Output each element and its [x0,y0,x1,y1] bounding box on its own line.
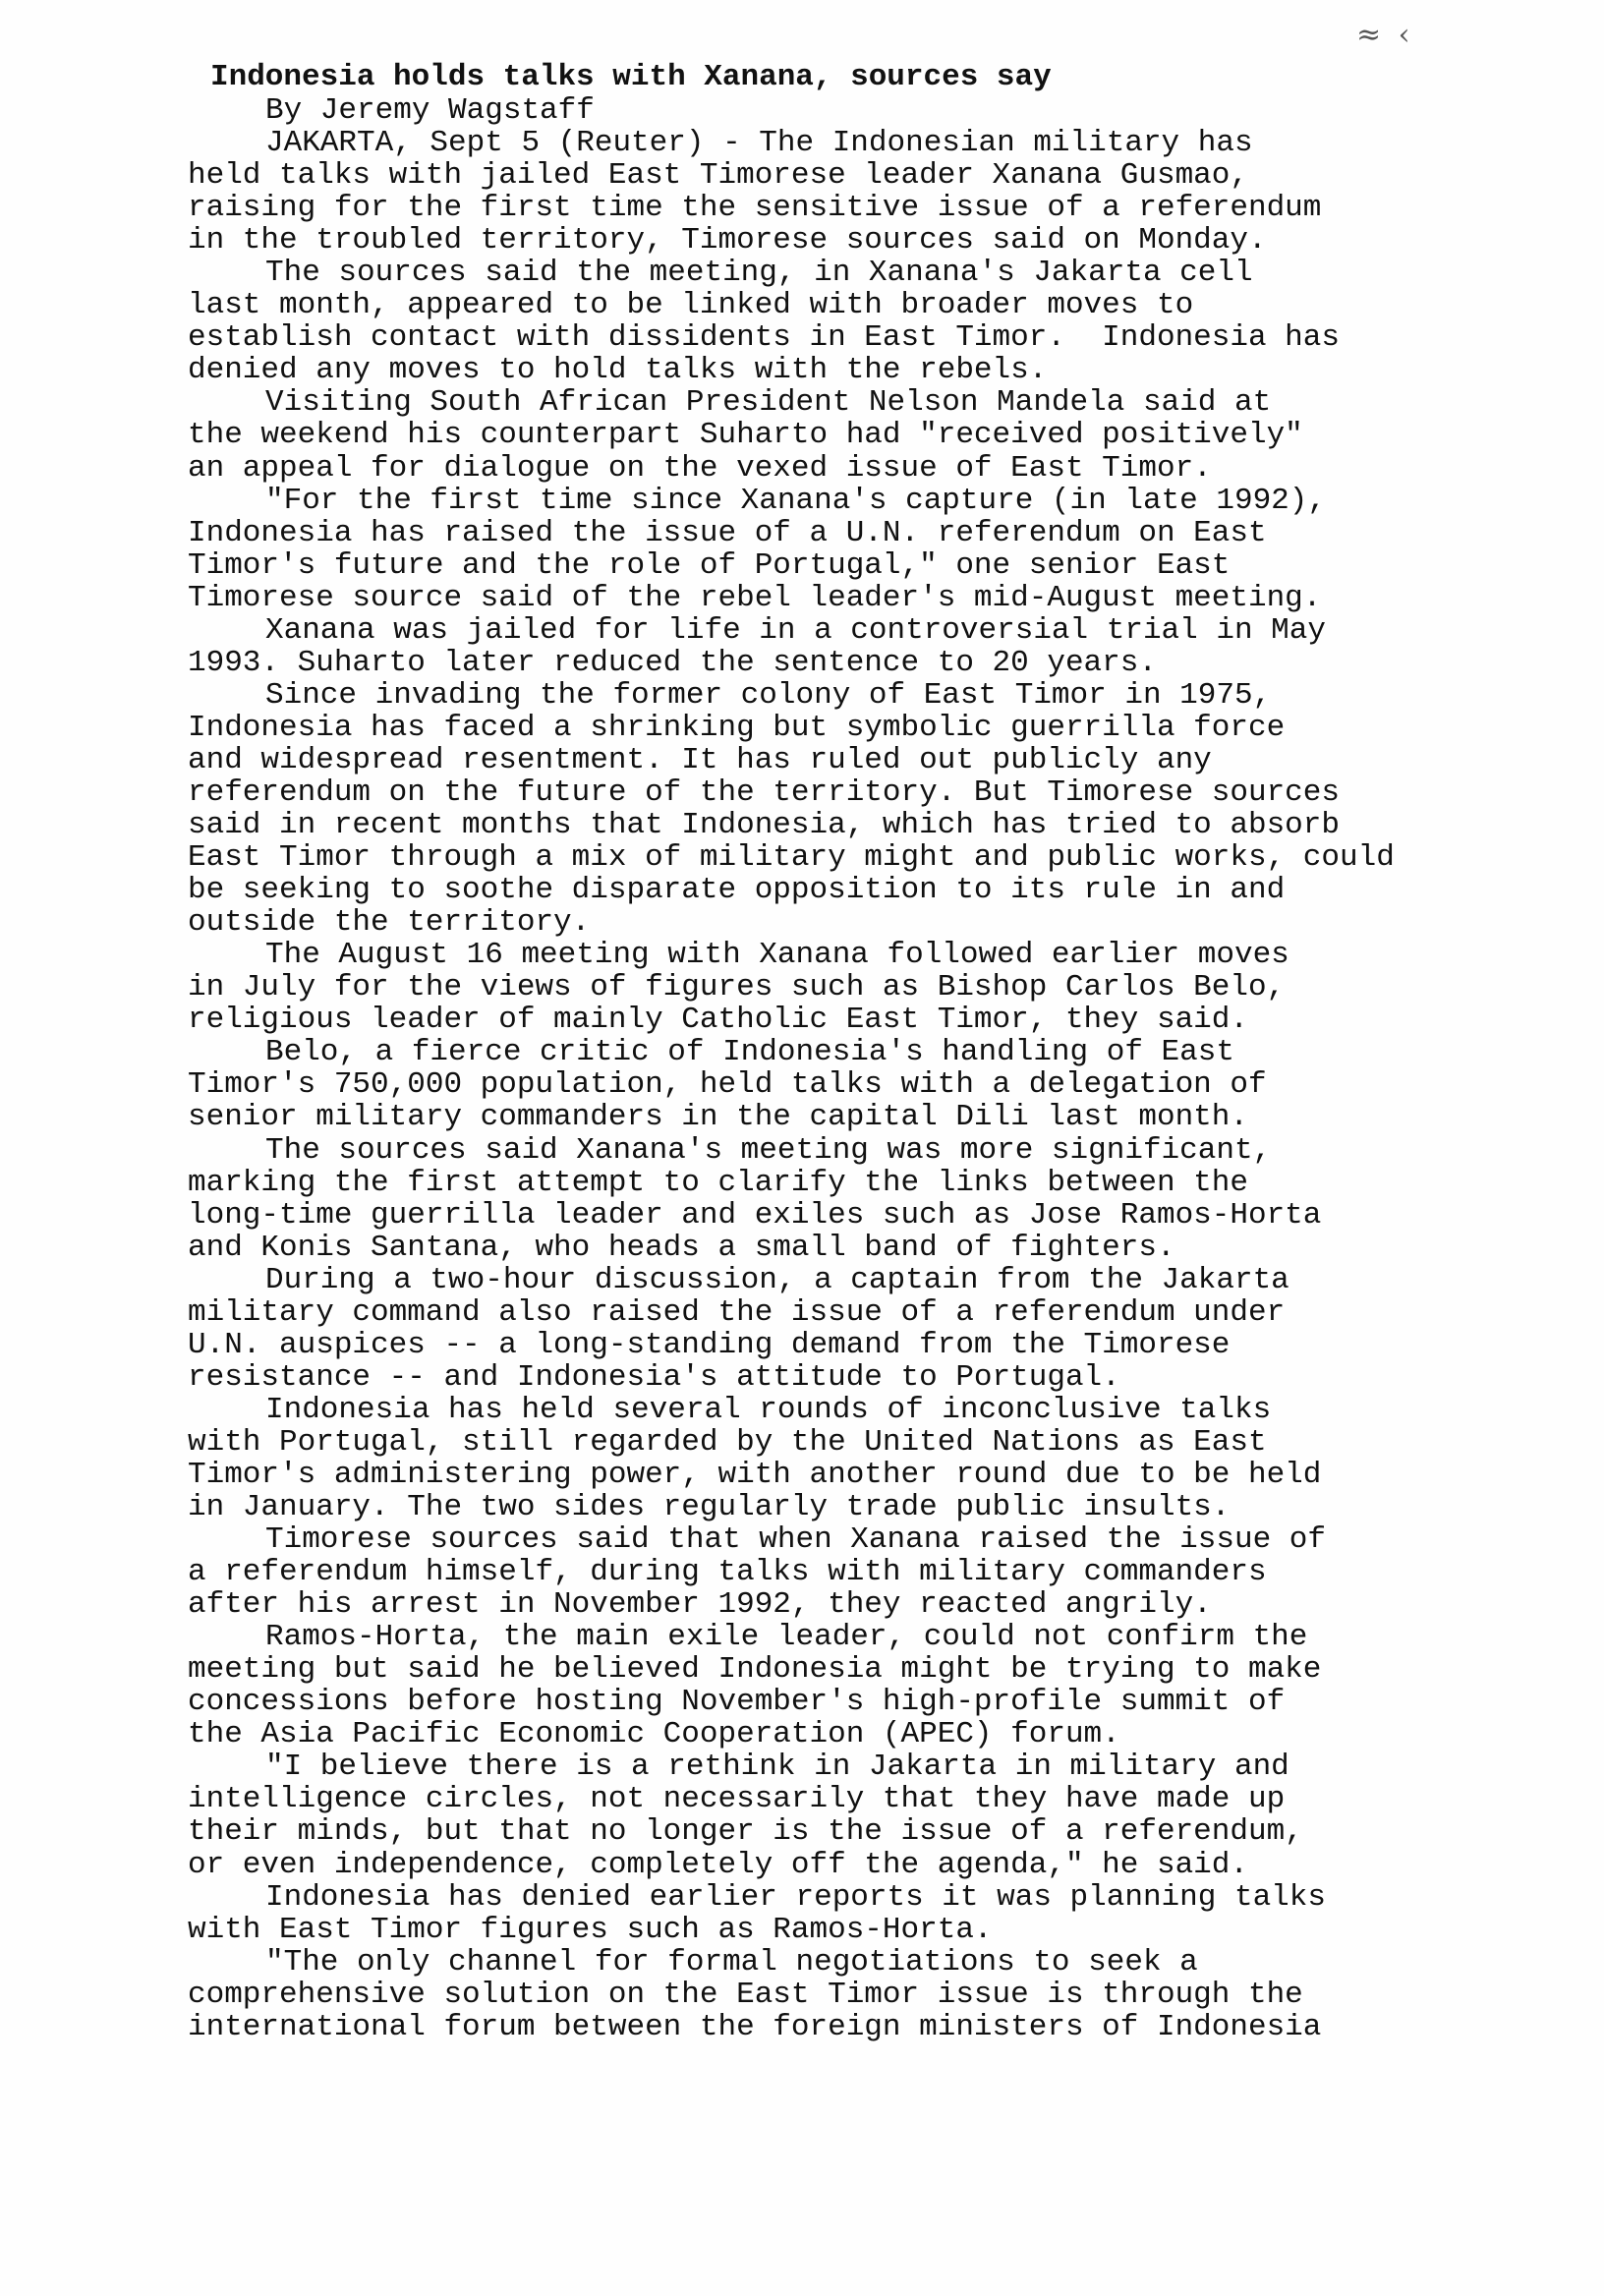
article-line: raising for the first time the sensitive issue of a referendum [188,191,1322,226]
article-line: 1993. Suharto later reduced the sentence to 20 years. [188,645,1157,680]
article-line: The sources said the meeting, in Xanana's Jakarta cell [265,256,1253,291]
article-line: Timor's administering power, with another round due to be held [188,1457,1322,1492]
article-line: Timorese sources said that when Xanana raised the issue of [265,1522,1326,1558]
article-line: Xanana was jailed for life in a controversial trial in May [265,612,1326,648]
article-line: the weekend his counterpart Suharto had "received positively" [188,418,1303,453]
article-line: meeting but said he believed Indonesia might be trying to make [188,1652,1322,1688]
article-line: Visiting South African President Nelson Mandela said at [265,385,1272,421]
article-line: the Asia Pacific Economic Cooperation (APEC) forum. [188,1717,1120,1752]
article-line: "I believe there is a rethink in Jakarta in military and [265,1750,1289,1785]
article-line: be seeking to soothe disparate opposition to its rule in and [188,873,1286,908]
article-line: Indonesia has faced a shrinking but symbolic guerrilla force [188,710,1286,745]
article-line: Indonesia has held several rounds of inconclusive talks [265,1392,1272,1427]
article-line: East Timor through a mix of military might and public works, could [188,840,1395,876]
article-line: an appeal for dialogue on the vexed issue of East Timor. [188,450,1212,486]
article-line: Timor's future and the role of Portugal," one senior East [188,547,1231,583]
article-line: and Konis Santana, who heads a small band of fighters. [188,1230,1175,1265]
article-line: concessions before hosting November's high-profile summit of [188,1685,1286,1720]
article-line: in January. The two sides regularly trade public insults. [188,1490,1231,1525]
article-line: with Portugal, still regarded by the United Nations as East [188,1424,1267,1460]
article-line: last month, appeared to be linked with broader moves to [188,288,1194,323]
article-line: their minds, but that no longer is the issue of a referendum, [188,1814,1303,1850]
article-line: in July for the views of figures such as Bishop Carlos Belo, [188,970,1286,1005]
article-line: marking the first attempt to clarify the links between the [188,1165,1248,1200]
handwritten-mark: ≈ ‹ [1356,18,1414,52]
article-line: Indonesia has denied earlier reports it was planning talks [265,1879,1326,1915]
article-line: Belo, a fierce critic of Indonesia's handling of East [265,1035,1234,1070]
article-line: U.N. auspices -- a long-standing demand from the Timorese [188,1327,1231,1362]
article-line: Ramos-Horta, the main exile leader, could not confirm the [265,1620,1308,1655]
byline: By Jeremy Wagstaff [265,93,595,128]
article-line: held talks with jailed East Timorese leader Xanana Gusmao, [188,158,1248,194]
article-line: Timorese source said of the rebel leader's mid-August meeting. [188,580,1322,615]
article-line: JAKARTA, Sept 5 (Reuter) - The Indonesian military has [265,126,1253,161]
article-line: The August 16 meeting with Xanana followed earlier moves [265,938,1289,973]
article-line: in the troubled territory, Timorese sources said on Monday. [188,223,1267,258]
article-line: and widespread resentment. It has ruled out publicly any [188,742,1212,777]
article-line: Since invading the former colony of East Timor in 1975, [265,677,1272,713]
article-line: establish contact with dissidents in East Timor. Indonesia has [188,320,1340,356]
article-line: international forum between the foreign ministers of Indonesia [188,2009,1322,2044]
article-line: intelligence circles, not necessarily that they have made up [188,1782,1286,1817]
article-line: resistance -- and Indonesia's attitude to Portugal. [188,1359,1120,1395]
article-line: denied any moves to hold talks with the rebels. [188,353,1048,388]
article-line: or even independence, completely off the agenda," he said. [188,1847,1248,1882]
article-body [188,94,1395,2043]
article-line: referendum on the future of the territory. But Timorese sources [188,775,1340,810]
article-line: said in recent months that Indonesia, which has tried to absorb [188,808,1340,843]
article-line: The sources said Xanana's meeting was more significant, [265,1132,1272,1168]
article-line: Indonesia has raised the issue of a U.N. referendum on East [188,515,1267,550]
article-line: religious leader of mainly Catholic East Timor, they said. [188,1003,1248,1038]
article-line: comprehensive solution on the East Timor issue is through the [188,1977,1303,2012]
article-line: "The only channel for formal negotiations to seek a [265,1944,1198,1980]
article-line: after his arrest in November 1992, they reacted angrily. [188,1587,1212,1623]
article-headline: Indonesia holds talks with Xanana, sources say [210,60,1052,94]
article-line: with East Timor figures such as Ramos-Horta. [188,1912,993,1947]
article-line: senior military commanders in the capital Dili last month. [188,1100,1248,1135]
article-line: military command also raised the issue of a referendum under [188,1294,1286,1330]
article-line: Timor's 750,000 population, held talks with a delegation of [188,1067,1267,1103]
article-line: "For the first time since Xanana's capture (in late 1992), [265,483,1326,518]
article-line: During a two-hour discussion, a captain from the Jakarta [265,1262,1289,1297]
article-line: long-time guerrilla leader and exiles such as Jose Ramos-Horta [188,1197,1322,1233]
article-line: outside the territory. [188,905,591,941]
article-line: a referendum himself, during talks with military commanders [188,1555,1267,1590]
